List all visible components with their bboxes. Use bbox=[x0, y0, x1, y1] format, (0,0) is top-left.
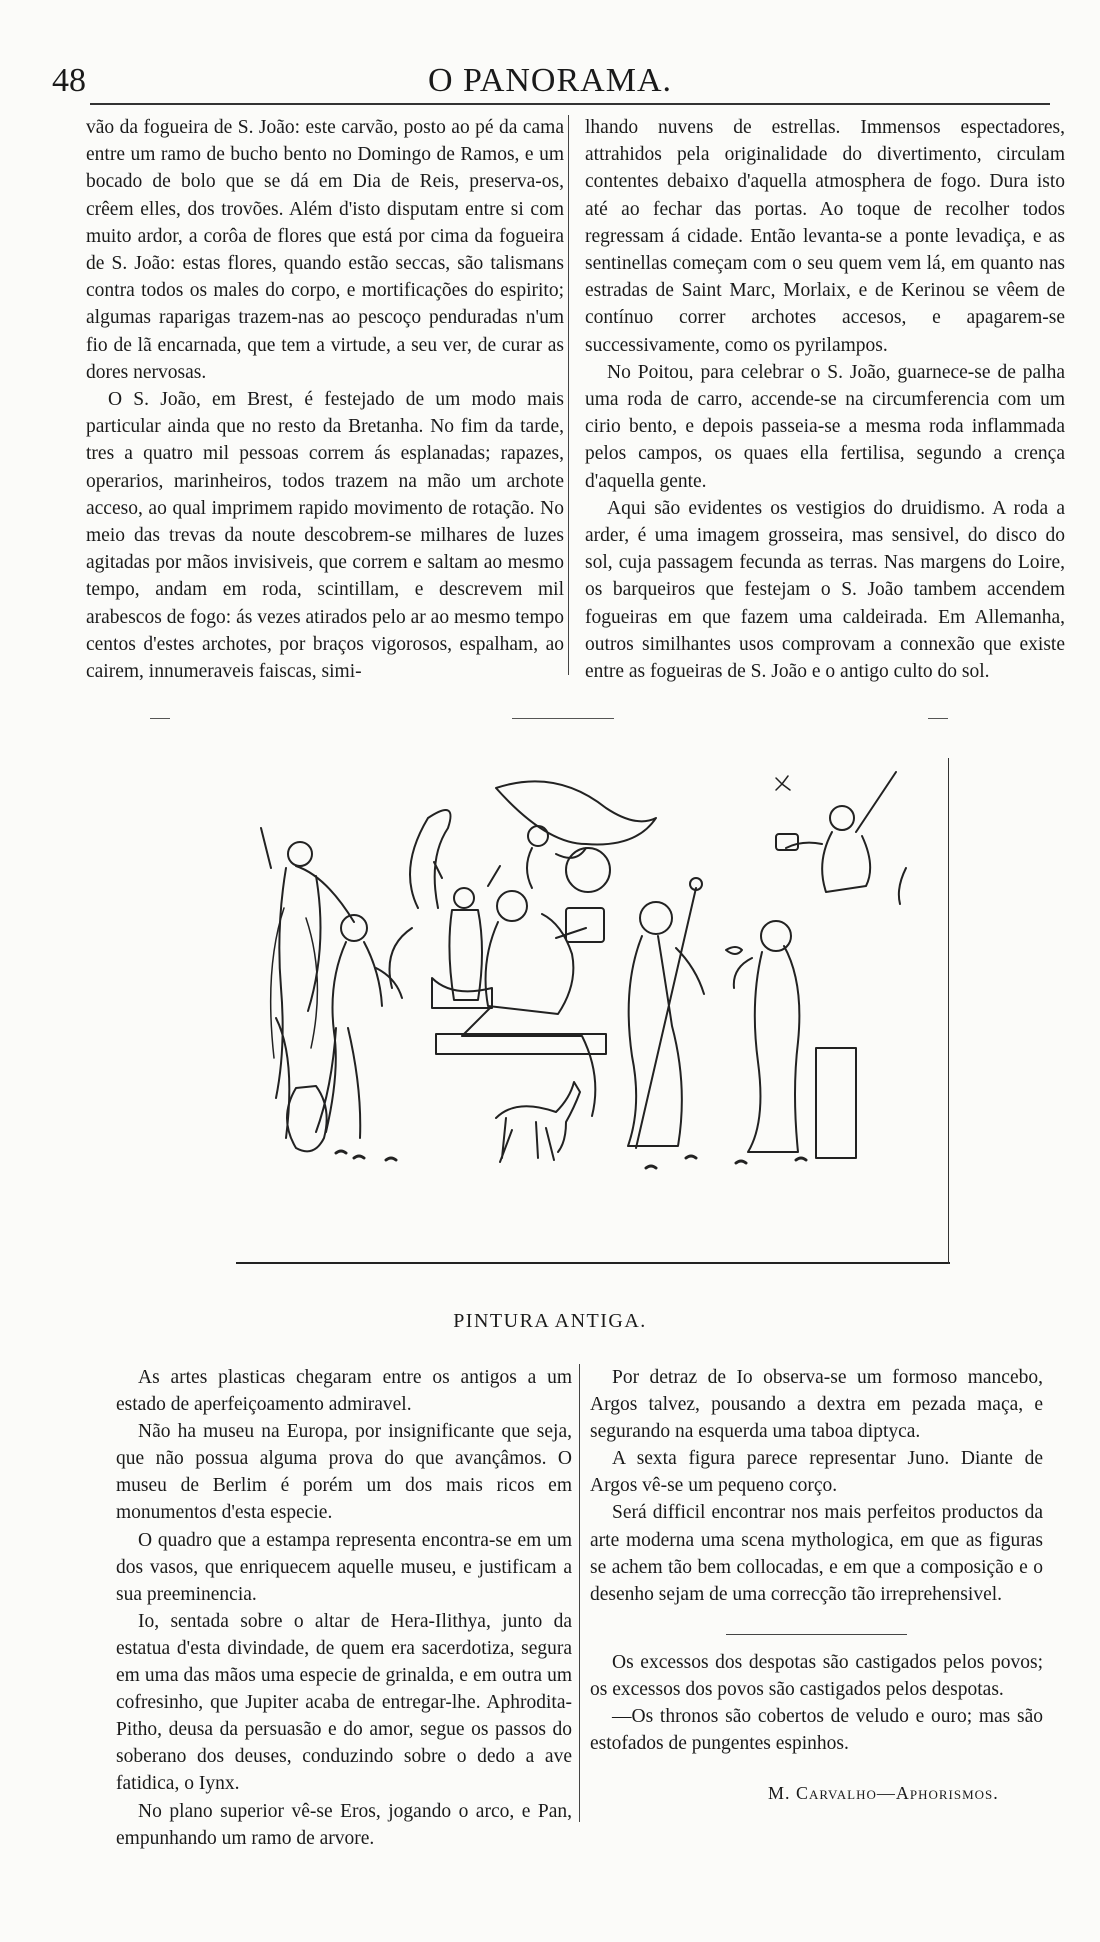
figure-top-right bbox=[776, 772, 906, 904]
paragraph: O S. João, em Brest, é festejado de um modo mais particular ainda que no resto da Bretanha. No fim da tarde, tres a quatro mil pessoas correm ás esplanadas; rapazes, operarios, marinheiros, todos trazem na mão um archote acceso, ao qual imprimem rapido movimento de rotação. No meio das trevas da noute descobrem-se milhares de luzes agitadas por mãos invisiveis, que correm e saltam ao mesmo tempo, andam em roda, scintillam, e descrevem mil arabescos de fogo: ás vezes atirados pelo ar ao mesmo tempo centos d'estes archotes, por braços vigorosos, espalham, ao cairem, innumeraveis faiscas, simi- bbox=[86, 389, 564, 683]
figure-fawn bbox=[496, 1082, 580, 1162]
article-column-4 bbox=[590, 1364, 1043, 1757]
paragraph: Não ha museu na Europa, por insignificante que seja, que não possua alguma prova do que avançâmos. O museu de Berlim é porém um dos mais ricos em monumentos d'esta especie. bbox=[116, 1421, 572, 1524]
paragraph: Será difficil encontrar nos mais perfeitos productos da arte moderna uma scena mythologica, em que as figuras se achem tão bem collocadas, e em que a composição e o desenho sejam de uma correcção tão irreprehensivel. bbox=[590, 1502, 1043, 1605]
aphorism: Os excessos dos despotas são castigados pelos povos; os excessos dos povos são castigados pelos despotas. bbox=[590, 1651, 1043, 1700]
casket bbox=[566, 908, 604, 942]
article-column-2 bbox=[585, 114, 1065, 685]
figure-eros bbox=[496, 781, 656, 892]
illustration-bottom-rule bbox=[236, 1262, 950, 1264]
article-column-1 bbox=[86, 114, 564, 685]
vine-stem bbox=[390, 810, 451, 988]
aphorism: —Os thronos são cobertos de veludo e ouro; mas são estofados de pungentes espinhos. bbox=[590, 1706, 1043, 1755]
header-rule bbox=[90, 103, 1050, 105]
figure-pan bbox=[261, 828, 354, 1138]
figure-io bbox=[436, 891, 606, 1116]
section-rule bbox=[726, 1634, 907, 1635]
illustration-caption: PINTURA ANTIGA. bbox=[453, 1310, 647, 1332]
separator-rule bbox=[512, 718, 614, 719]
column-divider bbox=[579, 1364, 580, 1822]
paragraph: As artes plasticas chegaram entre os antigos a um estado de aperfeiçoamento admiravel. bbox=[116, 1367, 572, 1416]
paragraph: lhando nuvens de estrellas. Immensos espectadores, attrahidos pela originalidade do divertimento, circulam contentes debaixo d'aquella atmosphera de fogo. Dura isto até ao fechar das portas. Ao toque de recolher todos regressam á cidade. Então levanta-se a ponte levadiça, e as sentinellas começam com o seu quem vem lá, em quanto nas estradas de Saint Marc, Morlaix, e de Kerinou se vêem de contínuo correr archotes accesos, e apagarem-se successivamente, como os pyrilampos. bbox=[585, 117, 1065, 356]
paragraph: Io, sentada sobre o altar de Hera-Ilithya, junto da estatua d'esta divindade, de quem era sacerdotiza, segura em uma das mãos uma especie de grinalda, e em outra um cofresinho, que Jupiter acaba de entregar-lhe. Aphrodita-Pitho, deusa da persuasão e do amor, segue os passos do soberano dos deuses, conduzindo sobre o dedo a ave fatidica, o Iynx. bbox=[116, 1610, 572, 1795]
paragraph: vão da fogueira de S. João: este carvão, posto ao pé da cama entre um ramo de bucho bento no Domingo de Ramos, e um bocado de bolo que se dá em Dia de Reis, preserva-os, crêem elles, dos trovões. Além d'isto disputam entre si com muito ardor, a corôa de flores que está por cima da fogueira de S. João: estas flores, quando estão seccas, são talismans contra todos os males do corpo, e mortificações do espirito; algumas raparigas trazem-nas ao pescoço penduradas n'um fio de lã encarnada, que tem a virtude, a seu ver, de curar as dores nervosas. bbox=[86, 117, 564, 383]
figure-jupiter bbox=[628, 878, 704, 1148]
paragraph: Por detraz de Io observa-se um formoso mancebo, Argos talvez, pousando a dextra em pezada maça, e segurando na esquerda uma taboa diptyca. bbox=[590, 1367, 1043, 1443]
column-divider bbox=[568, 115, 569, 675]
pedestal bbox=[816, 1048, 856, 1158]
figure-aphrodita bbox=[726, 921, 856, 1158]
paragraph: No plano superior vê-se Eros, jogando o arco, e Pan, empunhando um ramo de arvore. bbox=[116, 1800, 572, 1849]
ground-dots bbox=[336, 1151, 806, 1168]
paragraph: A sexta figura parece representar Juno. Diante de Argos vê-se um pequeno corço. bbox=[590, 1448, 1043, 1497]
illustration-right-rule bbox=[948, 758, 949, 1264]
paragraph: O quadro que a estampa representa encontra-se em um dos vasos, que enriquecem aquelle museu, e justificam a sua preeminencia. bbox=[116, 1529, 572, 1605]
masthead-title: O PANORAMA. bbox=[427, 62, 673, 99]
page-number: 48 bbox=[52, 62, 86, 99]
paragraph: Aqui são evidentes os vestigios do druidismo. A roda a arder, é uma imagem grosseira, mas sensivel, do disco do sol, cuja passagem fecunda as terras. Nas margens do Loire, os barqueiros que festejam o S. João tambem accendem fogueiras em que fazem uma caldeirada. Em Allemanha, outros similhantes usos comprovam a connexão que existe entre as fogueiras de S. João e o antigo culto do sol. bbox=[585, 497, 1065, 683]
star-ornament bbox=[776, 776, 790, 790]
byline: M. Carvalho—Aphorismos. bbox=[768, 1783, 999, 1803]
separator-dash bbox=[150, 718, 170, 719]
vase-painting-illustration bbox=[236, 758, 950, 1264]
article-column-3 bbox=[116, 1364, 572, 1852]
paragraph: No Poitou, para celebrar o S. João, guarnece-se de palha uma roda de carro, accende-se na circumferencia com um cirio bento, e depois passeia-se a mesma roda inflammada pelos campos, os quaes ella fertilisa, segundo a crença d'aquella gente. bbox=[585, 361, 1065, 492]
separator-dash bbox=[928, 718, 948, 719]
figure-youth bbox=[287, 915, 402, 1151]
figure-statue bbox=[432, 862, 500, 1008]
iynx-bird bbox=[726, 947, 742, 954]
